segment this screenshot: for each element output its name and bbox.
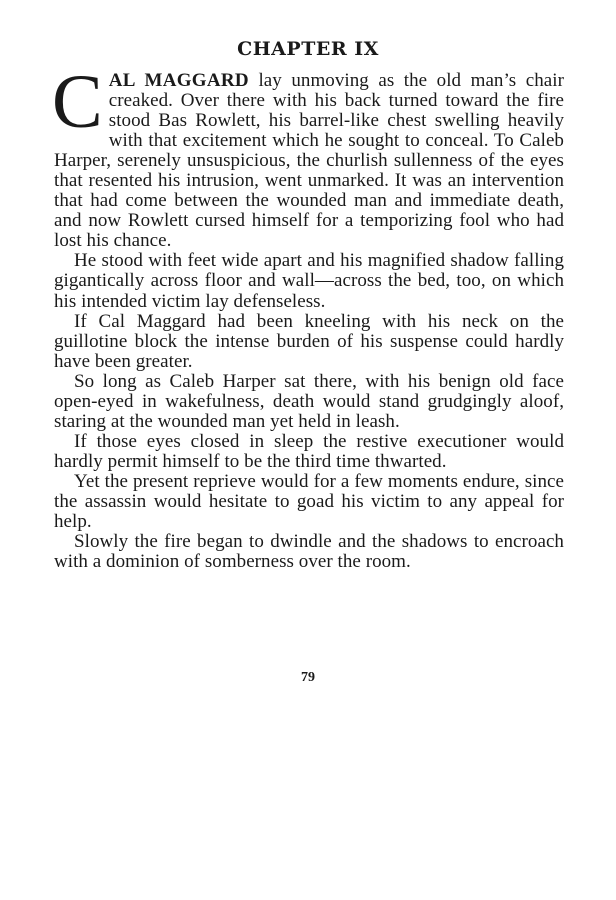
paragraph-3: If Cal Maggard had been kneeling with his neck on the guillotine block the intense burden of his suspense could hardly have been greater. bbox=[54, 310, 564, 372]
paragraph-6: Yet the present reprieve would for a few moments endure, since the assassin would hesitate to goad his victim to any appeal for help. bbox=[54, 470, 564, 533]
paragraph-1-text: lay unmoving as the old man’s chair creaked. Over there with his back turned toward the fire stood Bas Rowlett, his barrel-like chest swelling heavily with that excitement which he sought to conceal. To Caleb Harper, serenely unsuspicious, the churlish sullenness of the eyes that resented his intrusion, went unmarked. It was an intervention that had come between the wounded man and immediate death, and now Rowlett cursed himself for a temporizing fool who had lost his chance. bbox=[54, 70, 564, 252]
paragraph-7: Slowly the fire began to dwindle and the shadows to encroach with a dominion of somberness over the room. bbox=[54, 531, 564, 573]
paragraph-4: So long as Caleb Harper sat there, with his benign old face open-eyed in wakefulness, death would stand grudgingly aloof, staring at the wounded man yet held in leash. bbox=[54, 370, 564, 432]
page-number: 79 bbox=[301, 670, 315, 685]
chapter-body bbox=[52, 60, 564, 573]
lead-caps: AL MAGGARD bbox=[108, 70, 249, 91]
chapter-title: CHAPTER IX bbox=[237, 38, 379, 60]
paragraph-1 bbox=[52, 60, 564, 252]
paragraph-2: He stood with feet wide apart and his magnified shadow falling gigantically across floor and wall—across the bed, too, on which his intended victim lay defenseless. bbox=[54, 250, 564, 312]
paragraph-5: If those eyes closed in sleep the restive executioner would hardly permit himself to be the third time thwarted. bbox=[54, 430, 564, 472]
drop-cap: C bbox=[52, 60, 103, 144]
